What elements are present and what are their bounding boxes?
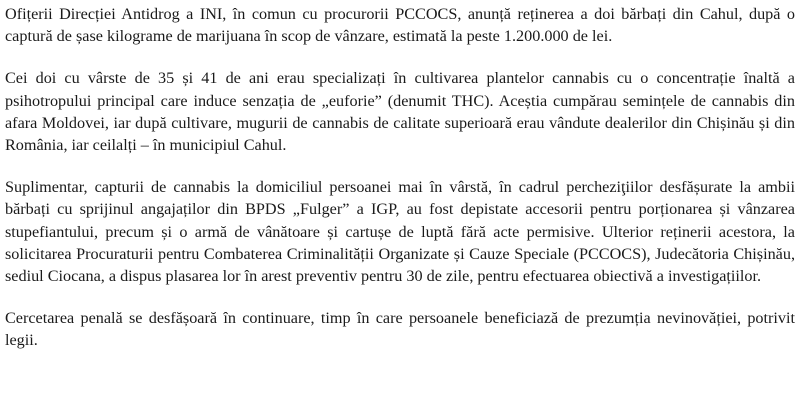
paragraph-arrest-announcement: Ofițerii Direcției Antidrog a INI, în comun cu procurorii PCCOCS, anunță reținerea a doi bărbați din Cahul, după o captură de șase kilograme de marijuana în scop de vânzare, estimată la peste 1.200.000 de lei.	[5, 5, 795, 46]
paragraph-suspects-details: Cei doi cu vârste de 35 și 41 de ani erau specializați în cultivarea plantelor cannabis cu o concentrație înaltă a psihotropului principal care induce senzația de „euforie” (denumit THC). Aceștia cumpărau semințele de cannabis din afara Moldovei, iar după cultivare, mugurii de cannabis de calitate superioară erau vândute dealerilor din Chișinău și din România, iar ceilalți – în municipiul Cahul.	[5, 69, 795, 155]
paragraph-searches-and-detention: Suplimentar, capturii de cannabis la domiciliul persoanei mai în vârstă, în cadrul percheziţiilor desfășurate la ambii bărbați cu sprijinul angajaților din BPDS „Fulger” a IGP, au fost depistate accesorii pentru porționarea și vânzarea stupefiantului, precum și o armă de vânătoare și cartușe de luptă fără acte permisive. Ulterior reținerii acestora, la solicitarea Procuraturii pentru Combaterea Criminalității Organizate și Cauze Speciale (PCCOCS), Judecătoria Chișinău, sediul Ciocana, a dispus plasarea lor în arest preventiv pentru 30 de zile, pentru efectuarea obiectivă a investigațiilor.	[5, 178, 795, 286]
paragraph-investigation-status: Cercetarea penală se desfășoară în continuare, timp în care persoanele beneficiază de prezumția nevinovăției, potrivit legii.	[5, 309, 795, 350]
